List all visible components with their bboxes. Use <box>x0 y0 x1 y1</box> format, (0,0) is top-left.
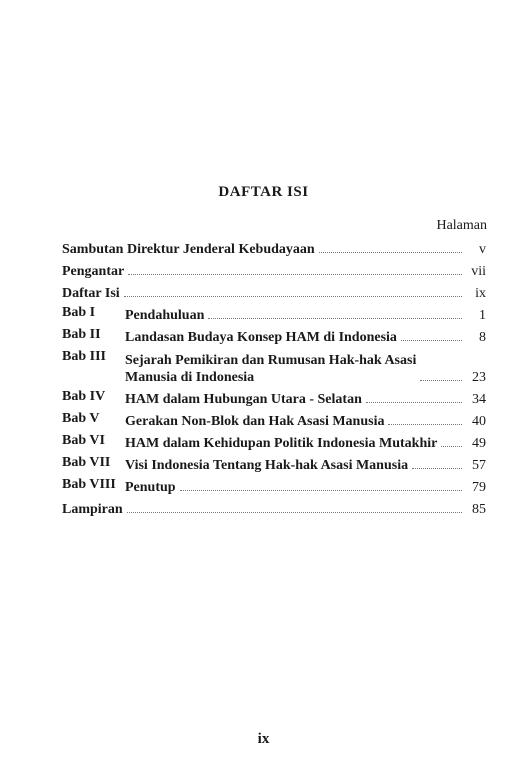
toc-entry-daftar-isi[interactable] <box>62 280 486 302</box>
toc-entry-bab-2[interactable] <box>62 324 486 346</box>
toc-entry-page: v <box>479 242 486 257</box>
toc-entry-title <box>125 352 416 386</box>
chapter-label: Bab VI <box>62 433 105 448</box>
toc-entry-page: ix <box>475 286 486 301</box>
toc-entry-page: 85 <box>472 502 486 517</box>
page-title: DAFTAR ISI <box>218 184 309 200</box>
toc-entry-bab-4[interactable] <box>62 386 486 408</box>
toc-entry-bab-3[interactable] <box>62 346 486 386</box>
toc-entry-page: 49 <box>472 436 486 451</box>
toc-entry-title: Pendahuluan <box>125 308 205 323</box>
chapter-label: Bab IV <box>62 389 106 404</box>
toc-entry-title-line-1: Sejarah Pemikiran dan Rumusan Hak-hak Asasi <box>125 353 417 368</box>
toc-entry-title: HAM dalam Hubungan Utara - Selatan <box>125 392 362 407</box>
toc-entry-title: Penutup <box>125 480 176 495</box>
toc-entry-title: Lampiran <box>62 502 123 517</box>
dot-leader <box>319 252 462 253</box>
toc-entry-page: 1 <box>479 308 486 323</box>
chapter-label: Bab II <box>62 327 101 342</box>
toc-entry-page: 8 <box>479 330 486 345</box>
page-number: ix <box>257 731 270 747</box>
toc-entry-page: 23 <box>472 370 486 385</box>
toc-entry-page: 57 <box>472 458 486 473</box>
toc-entry-title-line-2: Manusia di Indonesia <box>125 370 255 385</box>
toc-entry-page: vii <box>471 264 486 279</box>
toc-entry-title: Landasan Budaya Konsep HAM di Indonesia <box>125 330 397 345</box>
toc-entry-title: Pengantar <box>62 264 125 279</box>
chapter-label: Bab III <box>62 349 106 364</box>
toc-entry-sambutan[interactable] <box>62 236 486 258</box>
toc-entry-bab-7[interactable] <box>62 452 486 474</box>
toc-entry-title: HAM dalam Kehidupan Politik Indonesia Mutakhir <box>125 436 438 451</box>
toc-entry-bab-6[interactable] <box>62 430 486 452</box>
toc-entry-bab-8[interactable] <box>62 474 486 496</box>
toc-entry-pengantar[interactable] <box>62 258 486 280</box>
chapter-label: Bab VII <box>62 455 111 470</box>
chapter-label: Bab VIII <box>62 477 116 492</box>
dot-leader <box>128 274 462 275</box>
dot-leader <box>388 424 462 425</box>
dot-leader <box>208 318 462 319</box>
dot-leader <box>127 512 462 513</box>
toc-entry-lampiran[interactable] <box>62 496 486 518</box>
dot-leader <box>441 446 462 447</box>
toc-entry-title: Daftar Isi <box>62 286 120 301</box>
dot-leader <box>420 380 462 381</box>
page-column-label: Halaman <box>436 218 487 233</box>
dot-leader <box>401 340 462 341</box>
toc-entry-page: 34 <box>472 392 486 407</box>
toc-entry-page: 40 <box>472 414 486 429</box>
toc-entry-title: Visi Indonesia Tentang Hak-hak Asasi Manusia <box>125 458 409 473</box>
toc-entry-page: 79 <box>472 480 486 495</box>
chapter-label: Bab V <box>62 411 100 426</box>
dot-leader <box>124 296 462 297</box>
chapter-label: Bab I <box>62 305 96 320</box>
toc-entry-bab-5[interactable] <box>62 408 486 430</box>
toc-entry-bab-1[interactable] <box>62 302 486 324</box>
dot-leader <box>412 468 462 469</box>
toc-entry-title: Sambutan Direktur Jenderal Kebudayaan <box>62 242 315 257</box>
toc-entry-title: Gerakan Non-Blok dan Hak Asasi Manusia <box>125 414 385 429</box>
dot-leader <box>366 402 462 403</box>
table-of-contents <box>62 236 486 518</box>
dot-leader <box>180 490 462 491</box>
